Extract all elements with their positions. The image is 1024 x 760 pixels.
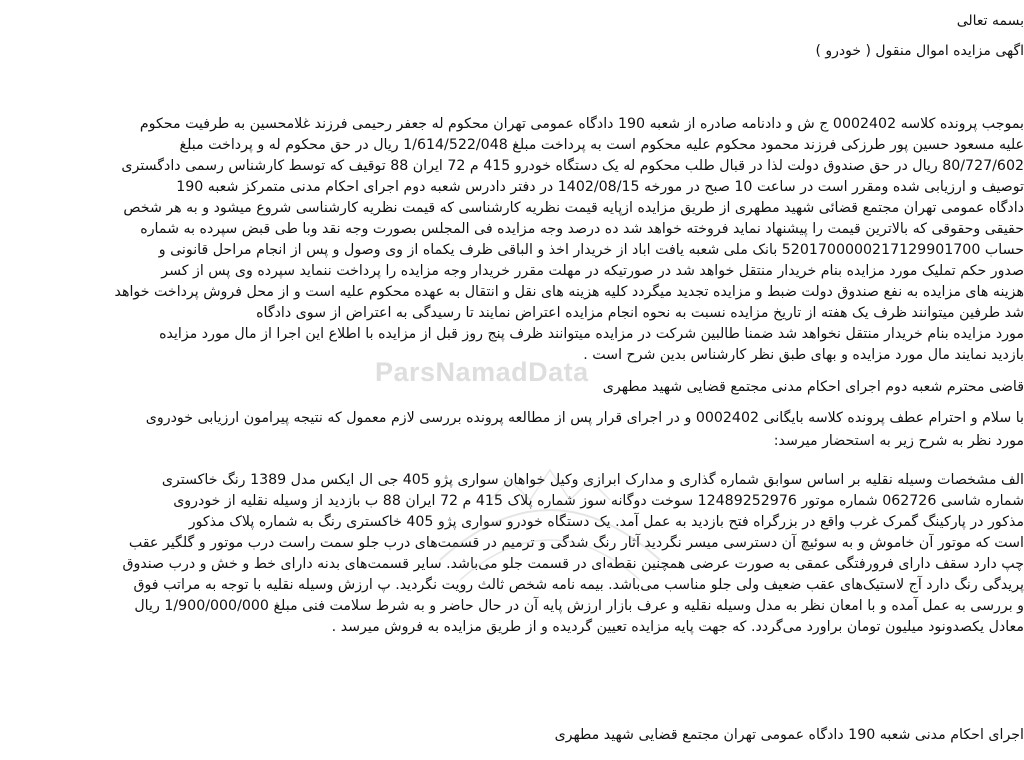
text-line: توصیف و ارزیابی شده ومقرر است در ساعت 10 صبح در مورخه 1402/08/15 در دفتر دادرس شعبه دوم اجرای احکام مدنی متمرکز شعبه 190: [176, 179, 1024, 195]
watermark: ParsNamadData: [375, 357, 589, 387]
notice-title: اگهی مزایده اموال منقول ( خودرو ): [815, 43, 1024, 59]
text-line: بموجب پرونده کلاسه 0002402 ج ش و دادنامه صادره از شعبه 190 دادگاه عمومی تهران محکوم له جعفر رحیمی فرزند غلامحسین به طرفیت محکوم: [139, 116, 1024, 132]
text-line: مورد مزایده بنام خریدار منتقل نخواهد شد ضمنا طالبین شرکت در مزایده میتوانند ظرف پنج روز قبل از مزایده با اطلاع این اجرا از مال مورد مزایده: [159, 326, 1024, 342]
text-line: معادل یکصدونود میلیون تومان براورد می‌گردد. که جهت پایه مزایده تعیین گردیده و از طریق مزایده به فروش میرسد .: [331, 619, 1024, 635]
text-line: علیه مسعود حسین پور طرزکی فرزند محمود محکوم علیه محکوم است به پرداخت مبلغ 1/614/522/048 ریال در حق محکوم له و پرداخت مبلغ: [179, 137, 1024, 153]
text-line: چپ دارد سقف دارای فرورفتگی عمقی به صورت عرضی همچنین نقطه‌ای در قسمت جلو می‌باشد. سایر قسمت‌های بدنه دارای خط و خش و درب صندوق: [122, 556, 1024, 572]
addressee-line: قاضی محترم شعبه دوم اجرای احکام مدنی مجتمع قضایی شهید مطهری: [602, 379, 1024, 395]
text-line: دادگاه عمومی تهران مجتمع قضائی شهید مطهری از طریق مزایده ازپایه قیمت نظریه کارشناسی که قیمت نظریه کارشناسی شروع میشود و به هر شخص: [123, 200, 1024, 216]
text-line: و بررسی به عمل آمده و با امعان نظر به مدل وسیله نقلیه و عرف بازار ارزش پایه آن در حال حاضر و به شرط سلامت فنی مبلغ 1/900/000/000 ریال: [134, 598, 1024, 614]
issuer-footer: اجرای احکام مدنی شعبه 190 دادگاه عمومی تهران مجتمع قضایی شهید مطهری: [554, 727, 1024, 743]
text-line: حساب 5201700000217129901700 بانک ملی شعبه یافت اباد از خریدار اخذ و الباقی ظرف یکماه از وی وصول و پس از انجام مراحل قانونی و: [158, 242, 1024, 258]
text-line: شد طرفین میتوانند ظرف یک هفته از تاریخ مزایده نسبت به نحوه انجام مزایده اعتراض نمایند تا رسیدگی به اعتراض از سوی دادگاه: [256, 305, 1024, 321]
text-line: صدور حکم تملیک مورد مزایده بنام خریدار منتقل خواهد شد در صورتیکه در مهلت مقرر خریدار وجه مزایده را پرداخت ننماید سپرده وی پس از کسر: [161, 263, 1024, 279]
text-line: 80/727/602 ریال در حق صندوق دولت لذا در قبال طلب محکوم له یک دستگاه خودرو 415 م 72 ایران 88 توقیف که توسط کارشناس رسمی دادگستری: [121, 158, 1024, 174]
bismillah-heading: بسمه تعالی: [956, 13, 1024, 29]
text-line: هزینه های مزایده به نفع صندوق دولت ضبط و مزایده تجدید میگردد کلیه هزینه های نقل و انتقال به عهده محکوم علیه است و از محل فروش پرداخت خواهد: [114, 284, 1024, 300]
text-line: با سلام و احترام عطف پرونده کلاسه بایگانی 0002402 و در اجرای قرار پس از مطالعه پرونده بررسی لازم معمول که نتیجه پیرامون ارزیابی خودروی: [145, 410, 1024, 426]
text-line: بازدید نمایند مال مورد مزایده و بهای طبق نظر کارشناس بدین شرح است .: [583, 347, 1024, 363]
text-line: مورد نظر به شرح زیر به استحضار میرسد:: [773, 433, 1024, 449]
text-line: است که موتور آن خاموش و به سوئیچ آن دسترسی میسر نگردید آثار رنگ شدگی و ترمیم در قسمت‌های درب جلو سمت راست درب موتور و گلگیر عقب: [128, 535, 1024, 551]
text-line: الف مشخصات وسیله نقلیه بر اساس سوابق شماره گذاری و مدارک ابرازی وکیل خواهان سواری پژو 405 جی ال ایکس مدل 1389 رنگ خاکستری: [161, 472, 1024, 488]
text-line: مذکور در پارکینگ گمرک غرب واقع در بزرگراه فتح بازدید به عمل آمد. یک دستگاه خودرو سواری پژو 405 خاکستری رنگ به شماره پلاک مذکور: [188, 514, 1024, 530]
text-line: شماره شاسی 062726 شماره موتور 12489252976 سوخت دوگانه سوز شماره پلاک 415 م 72 ایران 88 ب بازدید از وسیله نقلیه از خودروی: [173, 493, 1024, 509]
text-line: پریدگی رنگ دارد آج لاستیک‌های عقب ضعیف ولی جلو مناسب می‌باشد. بیمه نامه شخص ثالث رویت نگردید. پ ارزش وسیله نقلیه با توجه به مراتب فوق: [133, 577, 1024, 593]
text-line: حقیقی وحقوقی که بالاترین قیمت را پیشنهاد نماید فروخته خواهد شد ده درصد وجه مزایده فی المجلس بصورت وجه نقد وبا طی قبض سپرده به شماره: [140, 221, 1024, 237]
